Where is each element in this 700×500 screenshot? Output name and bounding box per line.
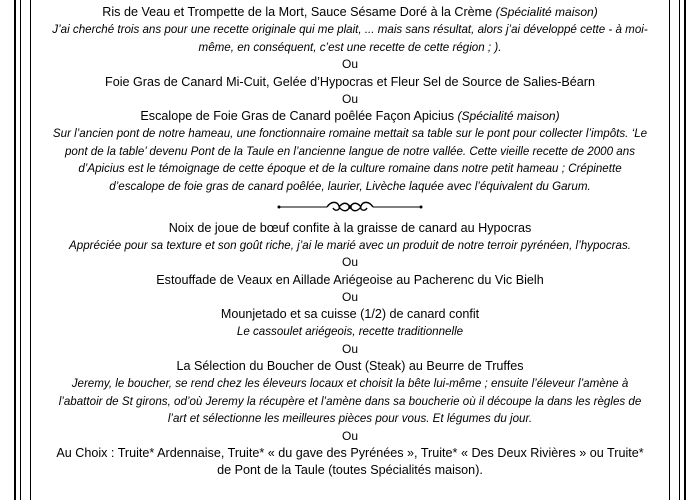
or-separator: Ou [341,289,358,304]
dish-name: Foie Gras de Canard Mi-Cuit, Gelée d’Hypocras et Fleur Sel de Source de Salies-Béarn [105,74,595,89]
or-separator: Ou [341,57,358,72]
menu-content [52,4,648,480]
dish-name: Escalope de Foie Gras de Canard poêlée Façon Apicius [140,109,455,123]
specialty-tag: (Spécialité maison) [495,5,598,19]
or-separator: Ou [341,428,358,443]
dish-description: Le cassoulet ariégeois, recette traditionnelle [236,325,464,339]
dish-name: Ris de Veau et Trompette de la Mort, Sauce Sésame Doré à la Crème [102,5,493,19]
or-separator: Ou [341,341,358,356]
or-separator: Ou [341,255,358,270]
dish-description: Appréciée pour sa texture et son goût riche, j’ai le marié avec un produit de notre terroir pyrénéen, l’hypocras. [69,238,631,252]
dish-description: Sur l’ancien pont de notre hameau, une fonctionnaire romaine mettait sa table sur le pont pour collecter l’impôts. ‘Le pont de la table’ devenu Pont de la Taule en l’ancienne langue de notre vallée. Cette vieille recette de 2000 ans d’Apicius est le témoignage de cette époque et de la culture romaine dans notre petit hameau ; Crépinette d’escalope de foie gras de canard poêlée, laurier, Livèche laquée avec l’équivalent du Garum. [52,127,648,193]
scroll-divider-ornament-icon [52,198,648,216]
dish-title [52,74,648,91]
dish-title [52,4,648,21]
dish-description: Jeremy, le boucher, se rend chez les éleveurs locaux et choisit la bête lui-même ; ensuite l’éleveur l’amène à l’abattoir de St girons, od’où Jeremy la récupère et l’amène dans sa boucherie où il découpe la dans les règles de l’art et sélectionne les meilleures pièces pour vous. Et légumes du jour. [58,377,642,426]
specialty-tag: (Spécialité maison) [457,109,560,123]
or-separator: Ou [341,91,358,106]
dish-title: La Sélection du Boucher de Oust (Steak) au Beurre de Truffes [176,358,524,373]
dish-description: J’ai cherché trois ans pour une recette originale qui me plait, ... mais sans résultat, alors j’ai développé cette - à moi-même, en conséquent, c’est une recette de cette région ; ). [52,23,648,54]
dish-title: Noix de joue de bœuf confite à la graisse de canard au Hypocras [168,220,532,235]
dish-title: Estouffade de Veaux en Aillade Ariégeoise au Pacherenc du Vic Bielh [156,272,544,287]
dish-title [52,108,648,125]
dish-title: Mounjetado et sa cuisse (1/2) de canard confit [220,306,480,321]
left-border-frame [14,0,31,500]
right-border-frame [669,0,686,500]
dish-title: Au Choix : Truite* Ardennaise, Truite* « du gave des Pyrénées », Truite* « Des Deux Rivières » ou Truite* de Pont de la Taule (toutes Spécialités maison). [56,446,644,478]
